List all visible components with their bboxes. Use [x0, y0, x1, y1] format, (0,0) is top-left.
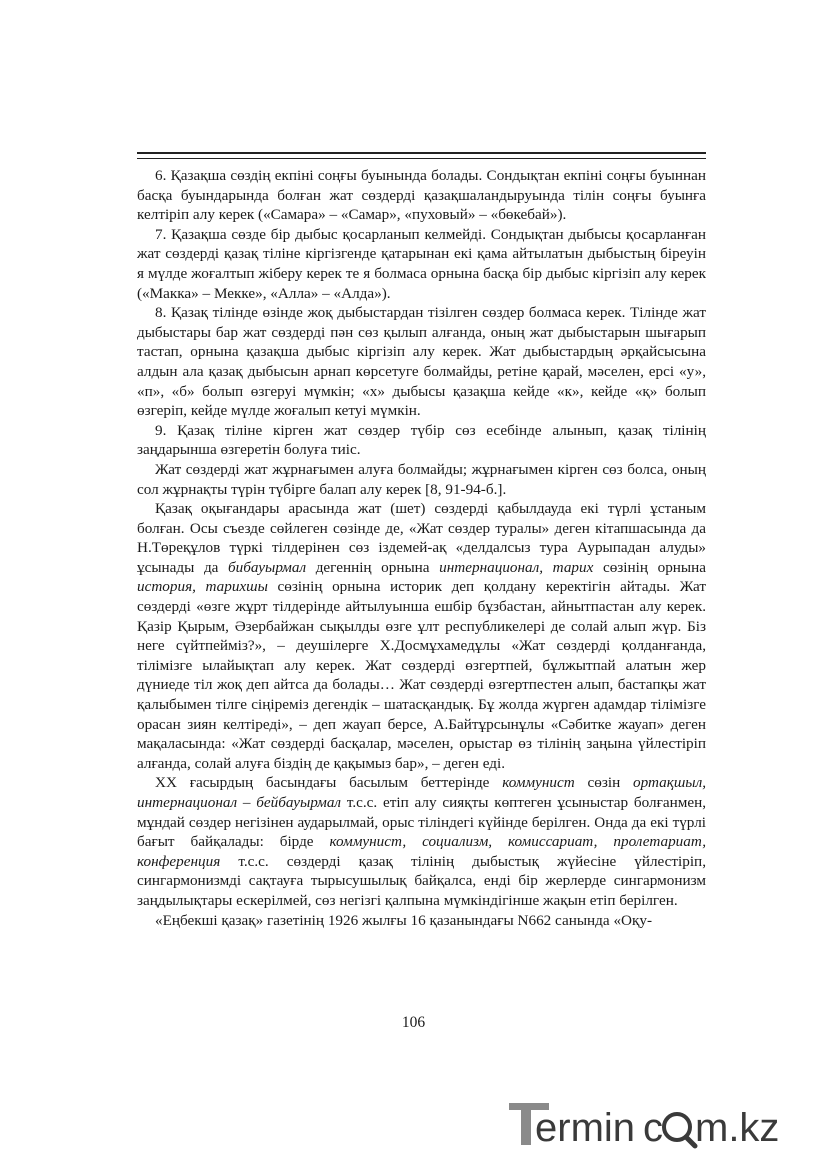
- header-rule-thin: [137, 158, 706, 159]
- paragraph: [137, 460, 706, 499]
- italic-term: интернационал, тарих: [439, 558, 594, 576]
- logo-text-mkz: m.kz: [695, 1106, 780, 1149]
- italic-term: коммунист, социализм, комиссариат, пролетариат, конференция: [137, 833, 707, 870]
- paragraph-text: сөзін: [574, 774, 633, 792]
- paragraph-text: 8. Қазақ тілінде өзінде жоқ дыбыстардан тізілген сөздер болмаса керек. Тілінде жат дыбыстары бар жат сөздерді пән сөз қылып алғанда, оның жат дыбыстарын шығарып тастап, орнына қазақша дыбыс кіргізіп алу керек. Жат дыбыстардың әрқайсысына алдын ала қазақ дыбысын арнап көрсетуге болмайды, ретіне қарай, мәселен, ерсі «у», «п», «б» болып өзгеруі мүмкін; «х» дыбысы қазақша кейде «к», кейде «қ» болып өзгеріп, кейде мүлде жоғалып кетуі мүмкін.: [137, 304, 706, 420]
- italic-term: бибауырмал: [228, 558, 307, 576]
- italic-term: ортақшыл, интернационал – бейбауырмал: [137, 774, 706, 811]
- termincom-logo[interactable]: [505, 1097, 805, 1149]
- paragraph-text: «Еңбекші қазақ» газетінің 1926 жылғы 16 қазанындағы N662 санында «Оқу-: [155, 911, 653, 929]
- page-number: 106: [401, 1014, 426, 1031]
- paragraph: [137, 303, 706, 421]
- paragraph: [137, 421, 706, 460]
- page-body-text: [137, 166, 706, 930]
- paragraph-text: 6. Қазақша сөздің екпіні соңғы буынында болады. Сондықтан екпіні соңғы буыннан басқа буындарында болған жат сөздерді қазақшаландыруында тілін соңғы буынға келтіріп алу керек («Самара» – «Самар», «пуховый» – «бөкебай»).: [137, 167, 706, 224]
- paragraph-text: дегеннің орнына: [306, 558, 440, 576]
- magnifier-icon: [664, 1114, 695, 1146]
- paragraph: [137, 911, 706, 931]
- header-rule-thick: [137, 152, 706, 154]
- paragraph-text: сөзінің орнына историк деп қолдану керектігін айтады. Жат сөздерді «өзге жұрт тілдерінде айтылуынша ешбір бұзбастан, айнытпастан алу керек. Қазір Қырым, Әзербайжан сықылды өзге ұлт республикелері де солай алып жүр. Біз неге сүйтпейміз?», – деушілерге Х.Досмұхамедұлы «Жат сөздерді қолданғанда, тілімізге ылайықтап алу керек. Жат сөздерді өзгертпей, бұлжытпай алатын жер дүниеде тіл жоқ деп айтса да болады… Жат сөздерді өзгертпестен алып, бастапқы жат қалыбымен тілге сіңіреміз дегендік – шатасқандық. Бұ жолда жүрген адамдар тілімізге орасан зиян келтіреді», – деп жауап берсе, А.Байтұрсынұлы «Сәбитке жауап» деген мақаласында: «Жат сөздерді басқалар, мәселен, орыстар өз тілінің заңына үйлестіріп алғанда, солай алуға біздің де қақымыз бар», – деген еді.: [137, 578, 706, 772]
- paragraph: [137, 499, 706, 773]
- paragraph-text: Қазақ оқығандары арасында жат (шет) сөздерді қабылдауда екі түрлі ұстаным болған. Осы съезде сөйлеген сөзінде де, «Жат сөздер туралы» деген кітапшасында да Н.Төреқұлов түркі тілдерінен сөз іздемей-ақ «делдалсыз тура Аурыпадан алуды» ұсынады да: [137, 500, 706, 576]
- paragraph-text: т.с.с. етіп алу сияқты көптеген ұсыныстар болғанмен, мұндай сөздер негізінен аударылмай, орыс тіліндегі күйінде берілген. Онда да екі түрлі бағыт байқалады: бірде: [137, 794, 706, 851]
- italic-term: коммунист: [502, 774, 575, 792]
- paragraph-text: сөзінің орнына: [593, 558, 707, 576]
- paragraph-text: т.с.с. сөздерді қазақ тілінің дыбыстық жүйесіне үйлестіріп, сингармонизмді сақтауға тырысушылық байқалса, енді бір жерлерде сингармонизм заңдылықтары ескерілмей, сөз негізгі қалпына мүмкіндігінше жақын етіп берілген.: [137, 852, 706, 909]
- logo-text-c: c: [643, 1106, 663, 1149]
- italic-term: история, тарихшы: [137, 578, 268, 596]
- logo-text-ermin: ermin: [535, 1106, 636, 1149]
- paragraph-text: ХХ ғасырдың басындағы басылым беттерінде: [155, 774, 503, 792]
- paragraph-text: Жат сөздерді жат жұрнағымен алуға болмайды; жұрнағымен кірген сөз болса, оның сол жұрнақты түрін түбірге балап алу керек [8, 91-94-б.].: [137, 460, 706, 498]
- paragraph-text: 9. Қазақ тіліне кірген жат сөздер түбір сөз есебінде алынып, қазақ тілінің заңдарынша өзгеретін болуға тиіс.: [137, 421, 706, 459]
- paragraph-text: 7. Қазақша сөзде бір дыбыс қосарланып келмейді. Сондықтан дыбысы қосарланған жат сөздерді қазақ тіліне кіргізгенде қатарынан екі қама айтылатын дыбыстың біреуін я мүлде жоғалтып жіберу керек те я болмаса орнына басқа бір дыбыс кіргізіп алу керек («Макка» – Мекке», «Алла» – «Алда»).: [137, 225, 706, 302]
- paragraph: [137, 166, 706, 225]
- paragraph: [137, 773, 706, 910]
- paragraph: [137, 225, 706, 303]
